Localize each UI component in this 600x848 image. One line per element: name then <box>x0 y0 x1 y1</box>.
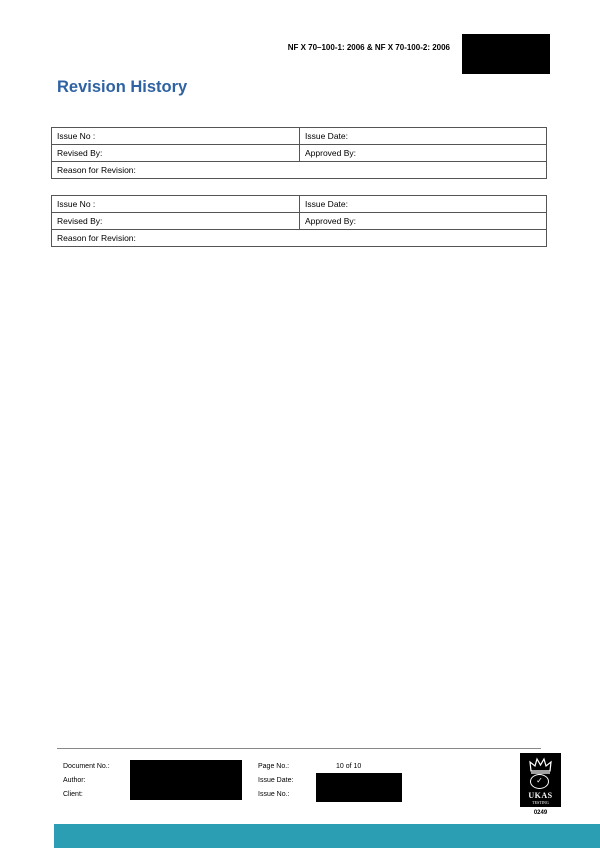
redacted-document-details <box>130 760 242 800</box>
approved-by-field: Approved By: <box>300 213 547 230</box>
revised-by-field: Revised By: <box>52 213 300 230</box>
author-label: Author: <box>63 777 86 784</box>
tick-symbol-icon: ✓ <box>530 774 549 789</box>
client-label: Client: <box>63 791 83 798</box>
revision-table-1 <box>51 127 547 179</box>
footer-divider <box>57 748 541 749</box>
ukas-logo-text: UKAS <box>528 791 553 800</box>
page-no-label: Page No.: <box>258 763 290 770</box>
revision-table-2 <box>51 195 547 247</box>
revised-by-field: Revised By: <box>52 145 300 162</box>
issue-no-label: Issue No.: <box>258 791 290 798</box>
redacted-issue-details <box>316 773 402 802</box>
issue-date-label: Issue Date: <box>258 777 294 784</box>
page-no-value: 10 of 10 <box>336 763 362 770</box>
issue-date-field: Issue Date: <box>300 128 547 145</box>
reason-for-revision-field: Reason for Revision: <box>52 162 547 179</box>
approved-by-field: Approved By: <box>300 145 547 162</box>
footer-color-bar <box>54 824 600 848</box>
issue-date-field: Issue Date: <box>300 196 547 213</box>
crown-icon <box>528 756 553 774</box>
ukas-logo-subtext: TESTING <box>532 800 549 805</box>
redacted-logo-block <box>462 34 550 74</box>
standard-reference: NF X 70–100-1: 2006 & NF X 70-100-2: 2006 <box>287 43 450 52</box>
reason-for-revision-field: Reason for Revision: <box>52 230 547 247</box>
ukas-accreditation-logo <box>520 753 561 807</box>
page-title: Revision History <box>57 78 188 96</box>
issue-no-field: Issue No : <box>52 128 300 145</box>
document-no-label: Document No.: <box>63 763 110 770</box>
ukas-accreditation-number: 0249 <box>533 810 548 816</box>
issue-no-field: Issue No : <box>52 196 300 213</box>
